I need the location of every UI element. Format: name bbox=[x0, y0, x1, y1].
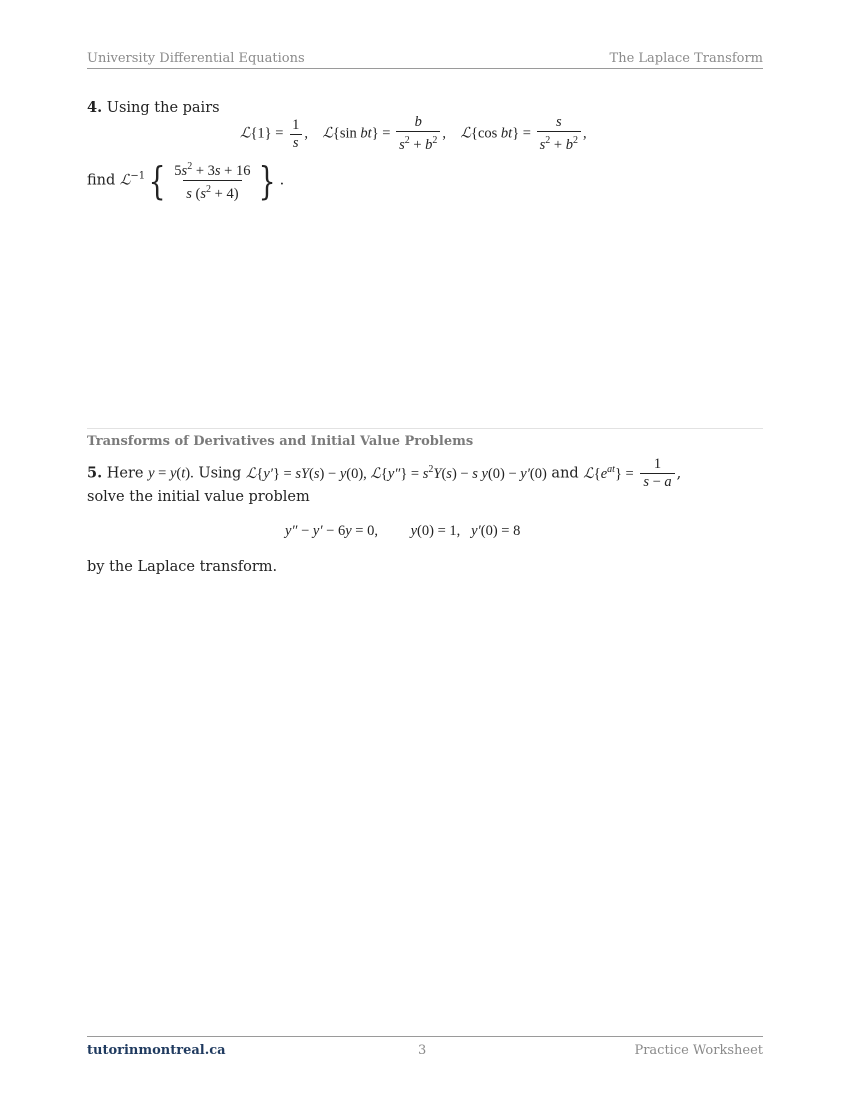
footer-rule bbox=[87, 1036, 763, 1037]
section-title: Transforms of Derivatives and Initial Value Problems bbox=[87, 434, 474, 449]
problem-4-find-text: find bbox=[87, 172, 116, 189]
footer-page-number: 3 bbox=[418, 1043, 427, 1058]
section-rule bbox=[87, 428, 763, 429]
problem-4-intro bbox=[87, 98, 220, 118]
problem-5-and-text: and bbox=[551, 465, 579, 482]
header-rule bbox=[87, 68, 763, 69]
problem-5-closing: by the Laplace transform. bbox=[87, 559, 278, 575]
footer-label: Practice Worksheet bbox=[634, 1043, 763, 1058]
header-course-title: University Differential Equations bbox=[87, 51, 305, 66]
problem-5-ivp: y″ − y′ − 6y = 0, y(0) = 1, y′(0) = 8 bbox=[285, 523, 521, 539]
problem-4-number: 4. bbox=[87, 99, 103, 116]
problem-4-intro-text: Using the pairs bbox=[106, 100, 220, 116]
problem-4-transform-pairs: ℒ{1} = $\frac{1}{s}$ , ℒ{sin bt} = $\frac{b}{s^2 + b^2}$ , ℒ{cos bt} = $\frac{s}{s^2 + b^2}$ , bbox=[240, 114, 587, 153]
header-chapter-title: The Laplace Transform bbox=[609, 51, 763, 66]
problem-4-find-expression: find ℒ$^{-1}${ $\frac{5s^2 + 3s + 16}{s (s^2 + 4)}$ } . bbox=[87, 158, 285, 203]
problem-5-number: 5. bbox=[87, 464, 103, 482]
problem-5-line-1: 5. Here y = y(t). Using ℒ{y′} = sY(s) − y(0), ℒ{y″} = $s^2Y(s) - s$ y(0) − y′(0) and $ℒ\{e^{at}\}$ = $\frac{1}{s - a}$ , bbox=[87, 456, 682, 490]
problem-5-line-2: solve the initial value problem bbox=[87, 489, 310, 505]
footer-site-link[interactable]: tutorinmontreal.ca bbox=[87, 1043, 226, 1058]
problem-5-here-text: Here bbox=[106, 465, 144, 482]
problem-5-using-text: Using bbox=[198, 465, 242, 482]
